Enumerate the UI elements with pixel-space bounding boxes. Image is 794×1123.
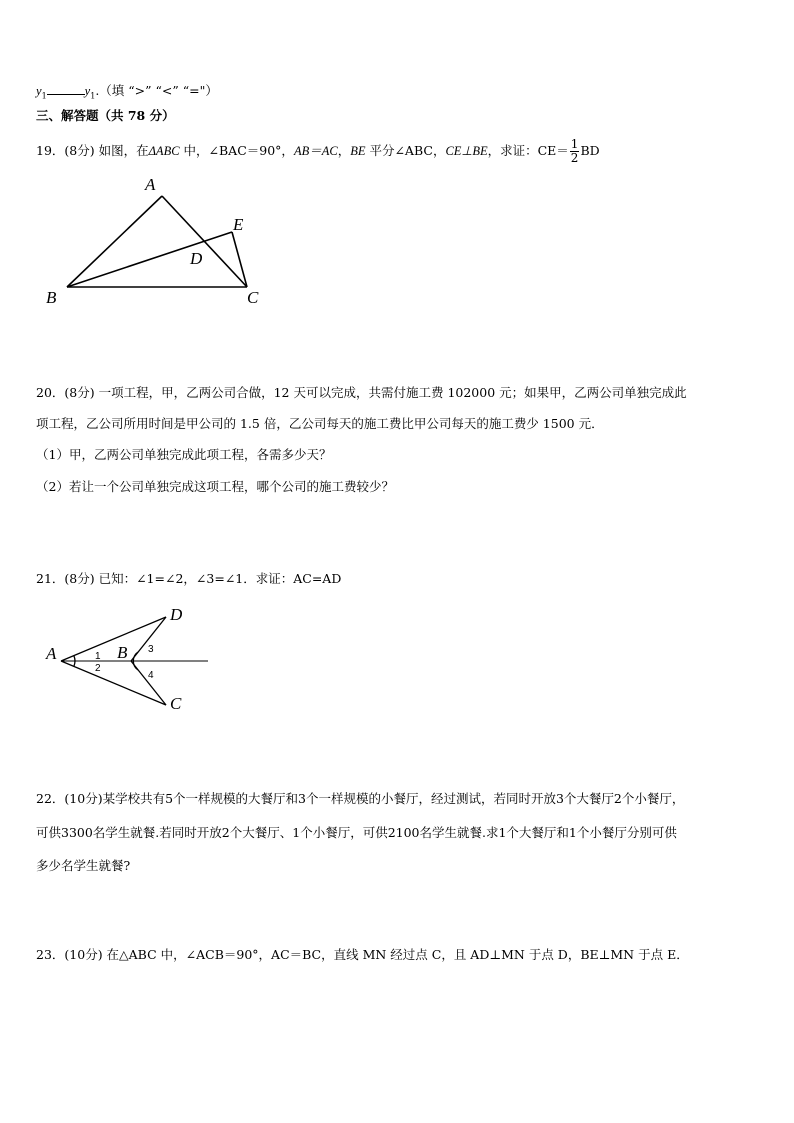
y2-symbol: y: [84, 84, 91, 98]
angle-number-4: 4: [148, 670, 154, 681]
question-22-line-1: 22．(10分)某学校共有5个一样规模的大餐厅和3个一样规模的小餐厅，经过测试，若同时开放3个大餐厅2个小餐厅，: [36, 791, 685, 806]
label-b: B: [46, 288, 57, 307]
y2-subscript: 1: [90, 91, 96, 101]
question-20-line-2: 项工程，乙公司所用时间是甲公司的 1.5 倍，乙公司每天的施工费比甲公司每天的施工费少 1500 元．: [36, 416, 604, 431]
q21-figure: [40, 605, 220, 715]
angle-number-3: 3: [148, 644, 154, 655]
question-22-line-2: 可供3300名学生就餐.若同时开放2个大餐厅、1个小餐厅，可供2100名学生就餐.求1个大餐厅和1个小餐厅分别可供: [36, 825, 677, 840]
q19-ab-ac: AB＝AC: [293, 144, 338, 158]
label-b: B: [117, 643, 128, 662]
fill-hint: .（填 “>” “<” “="）: [95, 83, 218, 98]
q19-angle: 中，∠BAC＝90°，: [179, 143, 294, 158]
q19-comma: ，: [337, 143, 351, 158]
segment-ac: [61, 661, 166, 705]
question-21-text: 21．(8分) 已知：∠1=∠2，∠3=∠1．求证：AC=AD: [36, 571, 342, 586]
question-20-sub-1: （1）甲，乙两公司单独完成此项工程，各需多少天？: [36, 447, 332, 462]
fill-in-blank-line: [36, 82, 218, 106]
question-22-line-3: 多少名学生就餐?: [36, 858, 131, 873]
angle-arc-1: [74, 656, 75, 661]
section-title: 三、解答题（共 78 分）: [36, 108, 175, 123]
q19-triangle: ΔABC: [148, 144, 180, 158]
label-a: A: [46, 644, 57, 663]
angle-arc-2: [74, 661, 75, 666]
q19-be: BE: [350, 144, 366, 158]
label-e: E: [233, 215, 244, 234]
fraction-numerator: 1: [570, 137, 579, 151]
one-half-fraction: [570, 138, 580, 165]
q19-prove: ，求证：CE＝: [487, 143, 569, 158]
segment-ab: [67, 196, 162, 287]
label-d: D: [170, 605, 183, 624]
question-20-line-1: 20．(8分) 一项工程，甲，乙两公司合做，12 天可以完成，共需付施工费 102000 元；如果甲，乙两公司单独完成此: [36, 385, 687, 400]
answer-blank: [47, 83, 85, 95]
q19-bd: BD: [580, 143, 600, 158]
label-c: C: [247, 288, 259, 307]
q19-ce-perp: CE⊥BE: [445, 144, 488, 158]
question-19-text: [36, 138, 600, 165]
q19-figure: [40, 170, 280, 310]
q19-bisect: 平分∠ABC，: [365, 143, 446, 158]
fraction-denominator: 2: [570, 151, 579, 165]
question-20-sub-2: （2）若让一个公司单独完成这项工程，哪个公司的施工费较少？: [36, 479, 394, 494]
question-23-text: 23．(10分) 在△ABC 中，∠ACB＝90°，AC＝BC，直线 MN 经过点 C，且 AD⊥MN 于点 D，BE⊥MN 于点 E．: [36, 947, 689, 962]
label-c: C: [170, 694, 182, 713]
q19-prefix: 19．(8分) 如图，在: [36, 143, 149, 158]
angle-number-1: 1: [95, 651, 101, 662]
segment-be: [67, 232, 232, 287]
y1-symbol: y: [36, 84, 42, 98]
label-a: A: [145, 175, 156, 194]
label-d: D: [190, 249, 203, 268]
angle-number-2: 2: [95, 663, 101, 674]
y1-subscript: 1: [41, 91, 47, 101]
